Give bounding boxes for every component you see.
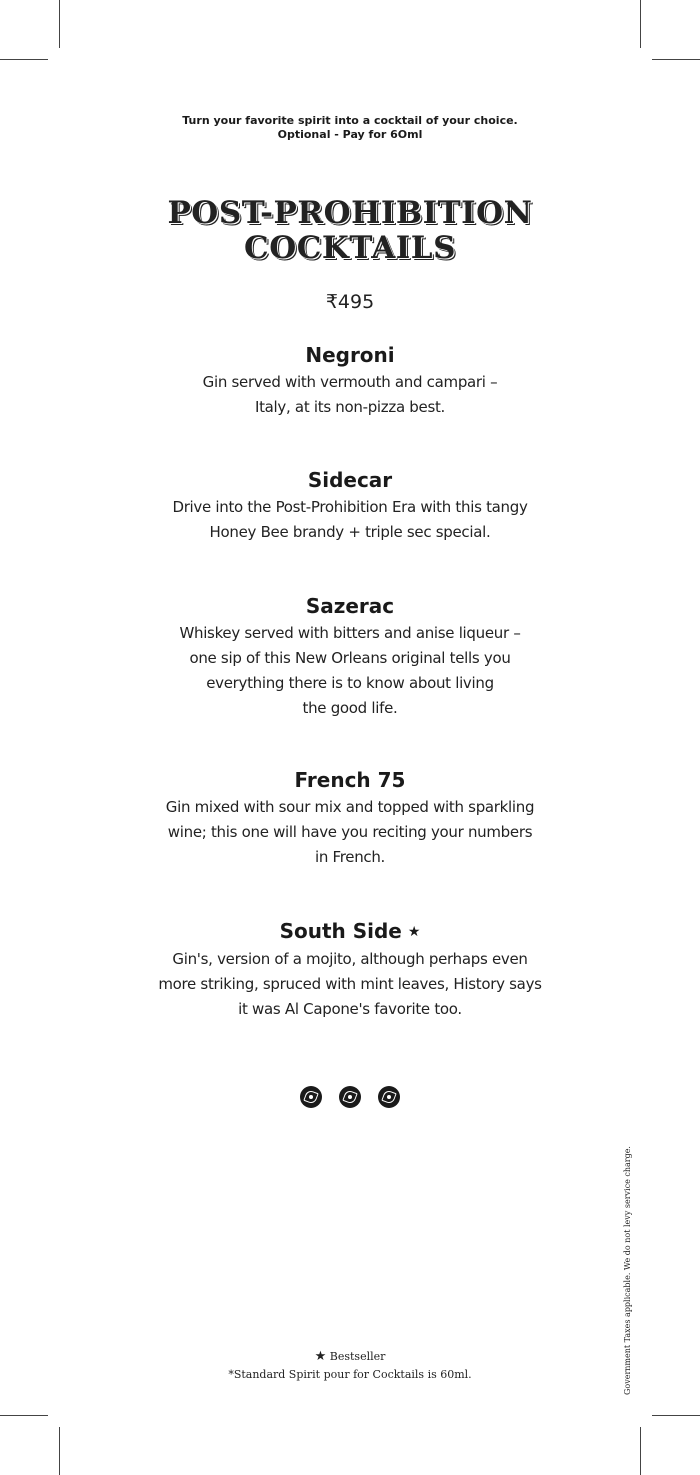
menu-item-south-side: [150, 918, 550, 1022]
menu-item-french-75: [150, 767, 550, 870]
desc-line: Gin's, version of a mojito, although perhaps even: [172, 950, 528, 968]
item-description: [150, 621, 550, 721]
rose-icon: [378, 1086, 400, 1108]
top-note-line: Turn your favorite spirit into a cocktail of your choice.: [182, 114, 518, 127]
desc-line: the good life.: [302, 699, 398, 717]
desc-line: everything there is to know about living: [206, 674, 494, 692]
rose-icon: [339, 1086, 361, 1108]
menu-item-sazerac: [150, 593, 550, 721]
price: ₹495: [325, 291, 375, 313]
item-description: [150, 947, 550, 1022]
title-line: COCKTAILS: [244, 230, 456, 266]
desc-line: Honey Bee brandy + triple sec special.: [209, 523, 491, 541]
desc-line: wine; this one will have you reciting your numbers: [167, 823, 533, 841]
desc-line: Drive into the Post-Prohibition Era with this tangy: [172, 498, 528, 516]
crop-mark: [0, 59, 48, 60]
item-name: French 75: [294, 768, 406, 792]
star-icon: ★: [407, 924, 421, 940]
desc-line: Italy, at its non-pizza best.: [254, 398, 446, 416]
crop-mark: [640, 1427, 641, 1475]
page-title: [0, 196, 700, 266]
desc-line: in French.: [314, 848, 386, 866]
footer: [0, 1348, 700, 1384]
item-name: [150, 918, 550, 945]
crop-mark: [652, 1415, 700, 1416]
desc-line: more striking, spruced with mint leaves, History says: [158, 975, 542, 993]
desc-line: it was Al Capone's favorite too.: [238, 1000, 462, 1018]
ornament-divider: [0, 1086, 700, 1112]
tax-note: Government Taxes applicable. We do not levy service charge.: [623, 1146, 632, 1395]
top-note: [0, 114, 700, 142]
title-line: POST-PROHIBITION: [167, 195, 533, 231]
desc-line: Whiskey served with bitters and anise liqueur –: [179, 624, 521, 642]
crop-mark: [640, 0, 641, 48]
desc-line: one sip of this New Orleans original tells you: [189, 649, 511, 667]
crop-mark: [0, 1415, 48, 1416]
item-name: Sidecar: [307, 468, 393, 492]
bestseller-label: Bestseller: [329, 1350, 386, 1363]
desc-line: Gin served with vermouth and campari –: [202, 373, 498, 391]
item-name: Sazerac: [305, 594, 395, 618]
item-name-text: South Side: [279, 919, 402, 943]
item-description: [150, 795, 550, 870]
menu-item-sidecar: [150, 467, 550, 545]
item-description: [150, 370, 550, 420]
bestseller-legend: [0, 1348, 700, 1366]
crop-mark: [652, 59, 700, 60]
rose-icon: [300, 1086, 322, 1108]
star-icon: ★: [314, 1349, 327, 1364]
pour-note: *Standard Spirit pour for Cocktails is 60ml.: [228, 1368, 472, 1381]
desc-line: Gin mixed with sour mix and topped with sparkling: [165, 798, 535, 816]
top-note-line: Optional - Pay for 6Oml: [277, 128, 423, 141]
item-description: [150, 495, 550, 545]
menu-item-negroni: [150, 342, 550, 420]
item-name: Negroni: [305, 343, 395, 367]
crop-mark: [59, 0, 60, 48]
crop-mark: [59, 1427, 60, 1475]
